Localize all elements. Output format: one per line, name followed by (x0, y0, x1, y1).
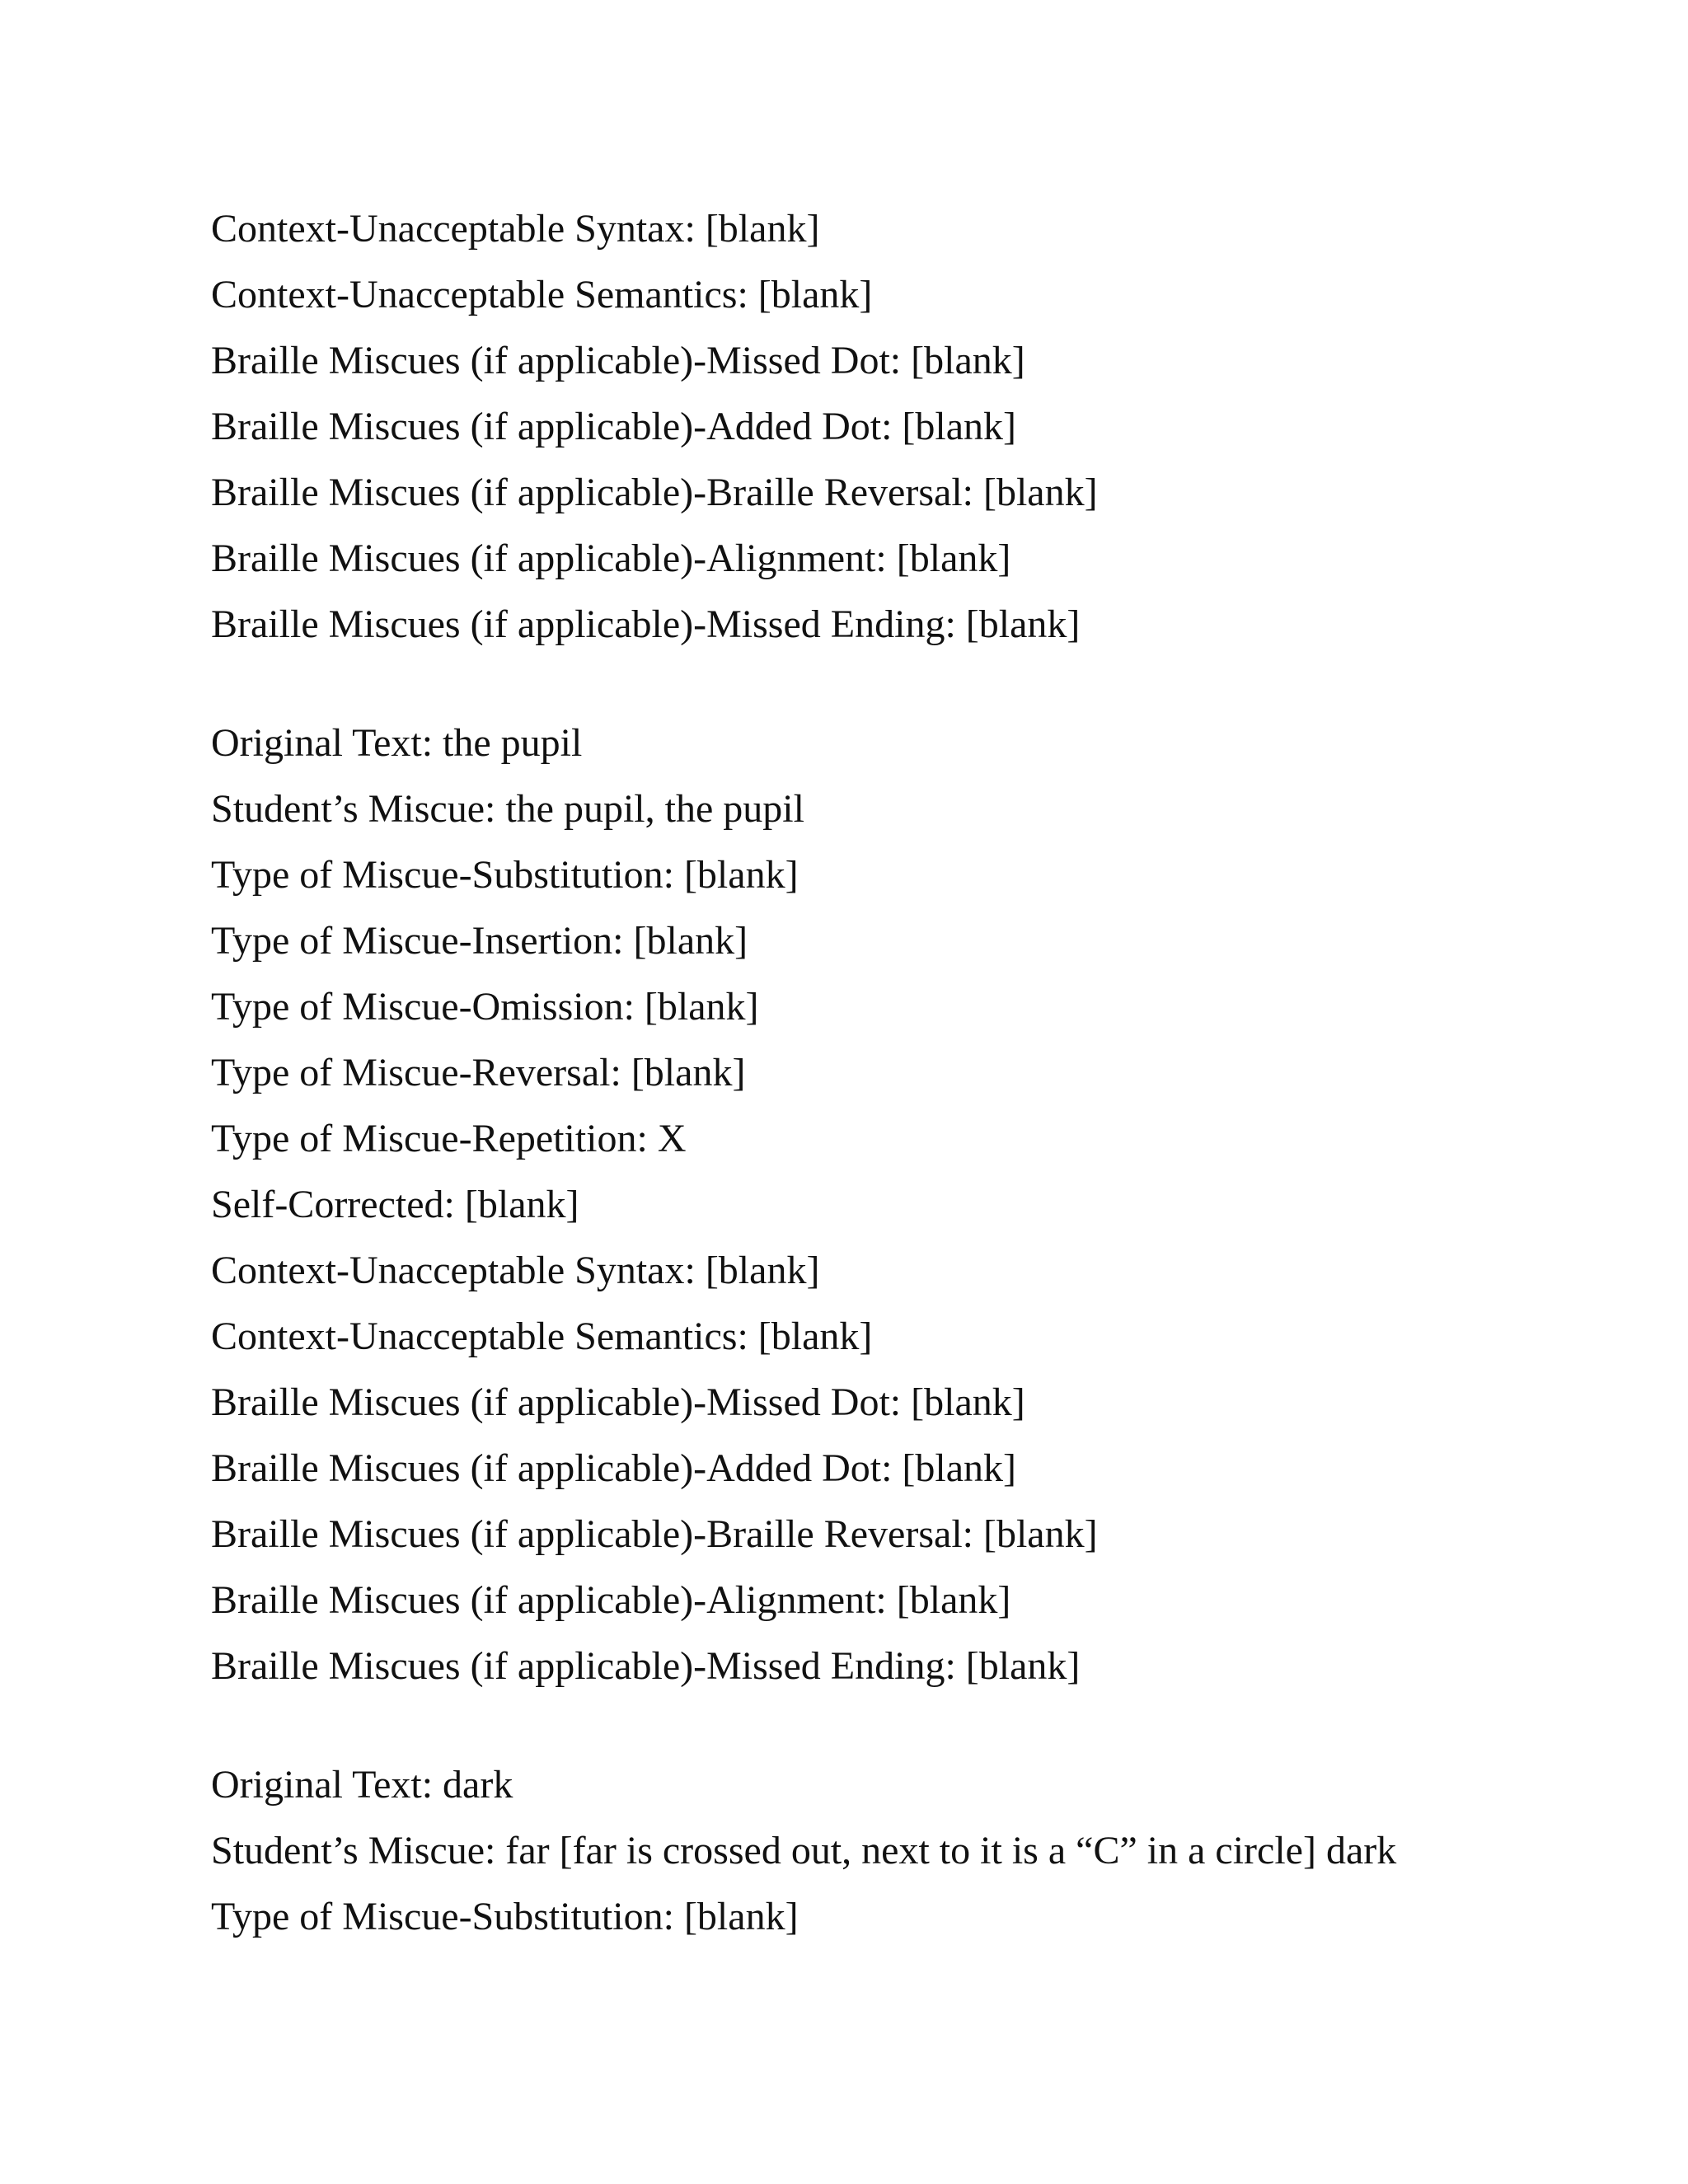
miscue-section-dark (211, 1752, 1612, 1950)
section-spacer (211, 1699, 1612, 1752)
type-substitution: Type of Miscue-Substitution: [blank] (211, 1895, 799, 1938)
students-miscue: Student’s Miscue: far [far is crossed out, next to it is a “C” in a circle] dark (211, 1829, 1397, 1872)
document-content (211, 196, 1612, 1950)
self-corrected: Self-Corrected: [blank] (211, 1183, 579, 1226)
braille-reversal: Braille Miscues (if applicable)-Braille Reversal: [blank] (211, 1512, 1098, 1556)
braille-added-dot: Braille Miscues (if applicable)-Added Dot: [blank] (211, 1446, 1017, 1490)
braille-missed-dot: Braille Miscues (if applicable)-Missed Dot: [blank] (211, 339, 1025, 382)
original-text: Original Text: dark (211, 1763, 513, 1807)
type-reversal: Type of Miscue-Reversal: [blank] (211, 1051, 746, 1094)
context-unacceptable-syntax: Context-Unacceptable Syntax: [blank] (211, 1249, 820, 1292)
miscue-section-the-pupil (211, 710, 1612, 1699)
students-miscue: Student’s Miscue: the pupil, the pupil (211, 787, 804, 831)
section-spacer (211, 658, 1612, 710)
type-omission: Type of Miscue-Omission: [blank] (211, 985, 759, 1029)
braille-missed-ending: Braille Miscues (if applicable)-Missed Ending: [blank] (211, 1644, 1081, 1688)
type-substitution: Type of Miscue-Substitution: [blank] (211, 853, 799, 897)
context-unacceptable-syntax: Context-Unacceptable Syntax: [blank] (211, 207, 820, 251)
context-unacceptable-semantics: Context-Unacceptable Semantics: [blank] (211, 1315, 873, 1358)
braille-alignment: Braille Miscues (if applicable)-Alignment: [blank] (211, 1578, 1011, 1622)
original-text: Original Text: the pupil (211, 721, 583, 765)
braille-added-dot: Braille Miscues (if applicable)-Added Dot: [blank] (211, 405, 1017, 448)
braille-missed-dot: Braille Miscues (if applicable)-Missed Dot: [blank] (211, 1380, 1025, 1424)
type-repetition: Type of Miscue-Repetition: X (211, 1117, 687, 1160)
braille-missed-ending: Braille Miscues (if applicable)-Missed Ending: [blank] (211, 602, 1081, 646)
braille-reversal: Braille Miscues (if applicable)-Braille Reversal: [blank] (211, 471, 1098, 514)
braille-alignment: Braille Miscues (if applicable)-Alignment: [blank] (211, 537, 1011, 580)
context-unacceptable-semantics: Context-Unacceptable Semantics: [blank] (211, 273, 873, 316)
miscue-section-continued (211, 196, 1612, 658)
type-insertion: Type of Miscue-Insertion: [blank] (211, 919, 748, 963)
